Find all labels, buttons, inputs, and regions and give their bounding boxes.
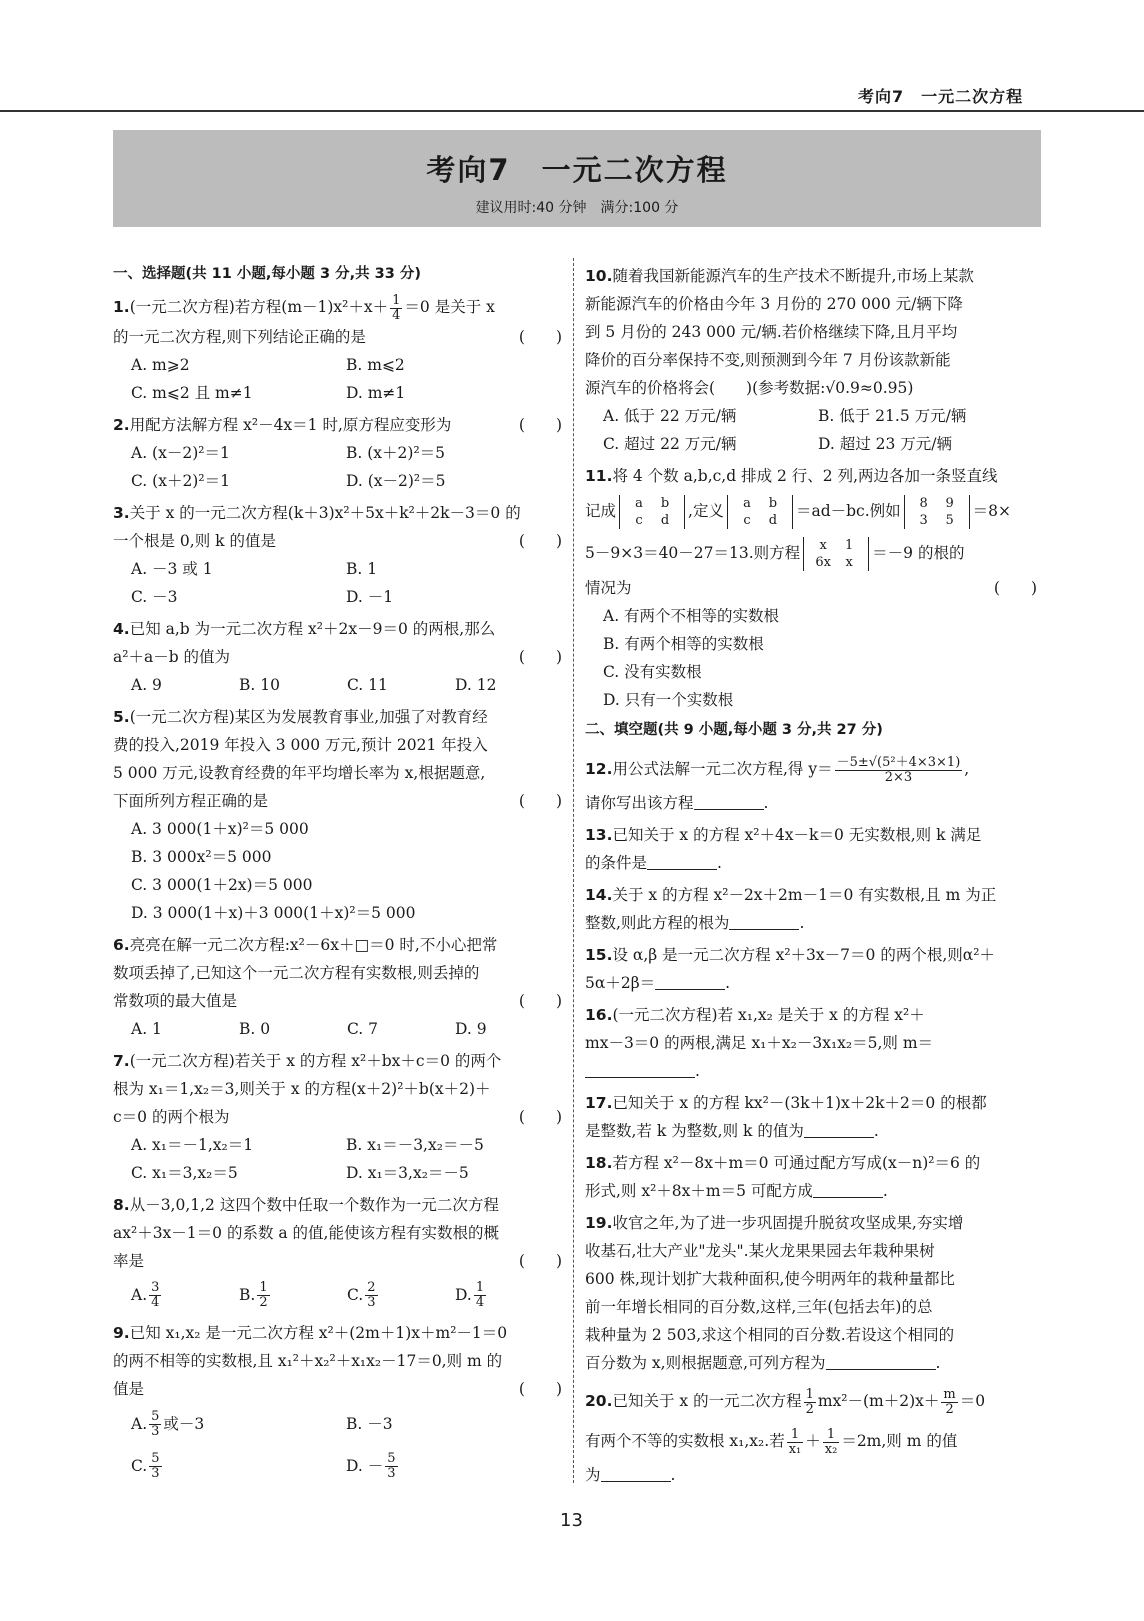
option-d: D. m≠1 bbox=[346, 383, 406, 402]
question-number: 15. bbox=[585, 946, 613, 964]
period: . bbox=[717, 854, 722, 872]
period: . bbox=[873, 1122, 879, 1140]
title-band bbox=[113, 130, 1041, 227]
option-label: A. bbox=[131, 1285, 148, 1304]
fraction bbox=[149, 1281, 161, 1310]
numerator: －5±√(5²＋4×3×1) bbox=[836, 754, 961, 770]
denominator: 3 bbox=[367, 1295, 376, 1310]
option-a: A. 3 000(1＋x)²＝5 000 bbox=[131, 819, 309, 838]
question-number: 20. bbox=[585, 1392, 613, 1410]
question-text: 栽种量为 2 503,求这个相同的百分数.若设这个相同的 bbox=[585, 1326, 955, 1344]
option-label: C. bbox=[131, 1456, 148, 1475]
option-b: B. x₁＝－3,x₂＝－5 bbox=[346, 1135, 484, 1154]
question-text: 5－9×3＝40－27＝13.则方程 bbox=[585, 544, 801, 562]
question-text: ax²＋3x－1＝0 的系数 a 的值,能使该方程有实数根的概 bbox=[113, 1223, 499, 1242]
question-text: 用公式法解一元二次方程,得 y＝ bbox=[612, 760, 833, 778]
option-d: D. 3 000(1＋x)＋3 000(1＋x)²＝5 000 bbox=[131, 903, 416, 922]
question-4 bbox=[113, 615, 568, 699]
question-14 bbox=[585, 881, 1043, 937]
period: . bbox=[882, 1182, 888, 1200]
option-b: B. 有两个相等的实数根 bbox=[603, 635, 764, 653]
matrix-cell: a bbox=[743, 496, 751, 511]
question-text: 已知关于 x 的方程 kx²－(3k＋1)x＋2k＋2＝0 的根都 bbox=[612, 1094, 987, 1112]
question-number: 8. bbox=[113, 1195, 130, 1214]
question-9 bbox=[113, 1319, 568, 1487]
denominator: 3 bbox=[151, 1424, 160, 1439]
question-text: 关于 x 的一元二次方程(k＋3)x²＋5x＋k²＋2k－3＝0 的 bbox=[129, 503, 521, 522]
numerator: 2 bbox=[367, 1280, 376, 1295]
denominator: 3 bbox=[151, 1466, 160, 1481]
determinant bbox=[904, 495, 970, 529]
answer-paren: ( ) bbox=[518, 531, 562, 550]
answer-blank[interactable] bbox=[826, 1353, 936, 1370]
option-b: B. 10 bbox=[239, 675, 280, 694]
denominator: x₂ bbox=[824, 1441, 838, 1457]
question-text: , bbox=[964, 760, 970, 778]
option-c: C. 11 bbox=[347, 675, 388, 694]
question-number: 6. bbox=[113, 935, 130, 954]
option-a: A. (x－2)²＝1 bbox=[131, 443, 230, 462]
option-c bbox=[131, 1445, 346, 1487]
fraction bbox=[804, 1388, 816, 1417]
determinant bbox=[727, 495, 793, 529]
period: . bbox=[670, 1466, 676, 1484]
question-19 bbox=[585, 1209, 1043, 1377]
fraction bbox=[365, 1281, 377, 1310]
numerator: 3 bbox=[151, 1280, 160, 1295]
option-a: A. x₁＝－1,x₂＝1 bbox=[131, 1135, 254, 1154]
numerator: 1 bbox=[259, 1280, 268, 1295]
question-8 bbox=[113, 1191, 568, 1315]
question-6 bbox=[113, 931, 568, 1043]
question-text: 5α＋2β＝ bbox=[585, 974, 656, 992]
question-text: mx²－(m＋2)x＋ bbox=[817, 1392, 940, 1410]
left-column bbox=[113, 262, 568, 1491]
answer-blank[interactable] bbox=[694, 793, 764, 810]
question-text: 源汽车的价格将会( )(参考数据:√0.9≈0.95) bbox=[585, 379, 914, 397]
column-divider bbox=[573, 258, 574, 1483]
option-label: C. bbox=[347, 1285, 364, 1304]
question-1 bbox=[113, 293, 568, 407]
option-label: D. bbox=[455, 1285, 472, 1304]
question-text: a²＋a－b 的值为 bbox=[113, 647, 231, 666]
numerator: 1 bbox=[805, 1386, 814, 1402]
question-text: 到 5 月份的 243 000 元/辆.若价格继续下降,且月平均 bbox=[585, 323, 958, 341]
question-text: 新能源汽车的价格由今年 3 月份的 270 000 元/辆下降 bbox=[585, 295, 963, 313]
matrix-cell: c bbox=[743, 513, 751, 528]
question-text: (一元二次方程)若方程(m－1)x²＋x＋ bbox=[129, 298, 389, 316]
page-subtitle: 建议用时:40 分钟 满分:100 分 bbox=[475, 200, 679, 216]
numerator: 1 bbox=[787, 1428, 804, 1443]
option-c: C. 超过 22 万元/辆 bbox=[603, 435, 737, 453]
matrix-cell: b bbox=[768, 496, 778, 511]
question-text: 数项丢掉了,已知这个一元二次方程有实数根,则丢掉的 bbox=[113, 963, 480, 982]
question-text: 亮亮在解一元二次方程:x²－6x＋□＝0 时,不小心把常 bbox=[129, 935, 498, 954]
right-column bbox=[585, 262, 1043, 1493]
question-text: 为 bbox=[585, 1466, 601, 1484]
answer-paren: ( ) bbox=[518, 791, 562, 810]
question-number: 1. bbox=[113, 298, 130, 316]
option-a bbox=[131, 1403, 346, 1445]
section-heading: 一、选择题(共 11 小题,每小题 3 分,共 33 分) bbox=[113, 266, 422, 282]
question-text: mx－3＝0 的两根,满足 x₁＋x₂－3x₁x₂＝5,则 m＝ bbox=[585, 1034, 934, 1052]
question-text: 形式,则 x²＋8x＋m＝5 可配方成 bbox=[585, 1182, 813, 1200]
question-text: 随着我国新能源汽车的生产技术不断提升,市场上某款 bbox=[612, 267, 974, 285]
question-number: 9. bbox=[113, 1323, 130, 1342]
period: . bbox=[695, 1062, 700, 1080]
question-number: 3. bbox=[113, 503, 130, 522]
matrix-cell: 3 bbox=[919, 513, 928, 528]
question-text: 的一元二次方程,则下列结论正确的是 bbox=[113, 327, 366, 346]
numerator: 1 bbox=[392, 292, 401, 308]
fraction bbox=[385, 1452, 397, 1481]
question-text: 值是 bbox=[113, 1379, 145, 1398]
question-text: 下面所列方程正确的是 bbox=[113, 791, 269, 810]
matrix-cell: b bbox=[660, 496, 670, 511]
option-a bbox=[131, 1275, 239, 1315]
answer-blank[interactable] bbox=[655, 973, 725, 990]
matrix-cell: d bbox=[768, 513, 778, 528]
answer-blank[interactable] bbox=[601, 1465, 671, 1482]
matrix-cell: x bbox=[819, 538, 827, 553]
question-text: ＝ad－bc.例如 bbox=[795, 502, 901, 520]
option-d: D. 只有一个实数根 bbox=[603, 691, 734, 709]
question-text: 有两个不等的实数根 x₁,x₂.若 bbox=[585, 1432, 785, 1450]
question-text: ＝0 bbox=[959, 1392, 986, 1410]
fraction bbox=[787, 1428, 804, 1457]
running-head: 考向7 一元二次方程 bbox=[858, 87, 1024, 106]
matrix-cell: 1 bbox=[845, 538, 854, 553]
question-20 bbox=[585, 1381, 1043, 1489]
numerator: 1 bbox=[823, 1428, 840, 1443]
question-number: 14. bbox=[585, 886, 613, 904]
question-text: (一元二次方程)某区为发展教育事业,加强了对教育经 bbox=[129, 707, 488, 726]
option-c: C. (x＋2)²＝1 bbox=[131, 471, 230, 490]
option-d: D. －1 bbox=[346, 587, 394, 606]
question-text: 将 4 个数 a,b,c,d 排成 2 行、2 列,两边各加一条竖直线 bbox=[612, 467, 998, 485]
period: . bbox=[935, 1354, 941, 1372]
question-number: 12. bbox=[585, 760, 613, 778]
section-heading: 二、填空题(共 9 小题,每小题 3 分,共 27 分) bbox=[585, 722, 883, 738]
page-number: 13 bbox=[560, 1510, 583, 1531]
answer-blank[interactable] bbox=[647, 853, 717, 870]
question-12 bbox=[585, 749, 1043, 817]
question-text: 是整数,若 k 为整数,则 k 的值为 bbox=[585, 1122, 804, 1140]
denominator: 4 bbox=[392, 307, 401, 323]
answer-blank[interactable] bbox=[813, 1181, 883, 1198]
question-text: 率是 bbox=[113, 1251, 145, 1270]
answer-paren: ( ) bbox=[518, 991, 562, 1010]
option-a: A. 有两个不相等的实数根 bbox=[603, 607, 780, 625]
question-number: 18. bbox=[585, 1154, 613, 1172]
option-d: D. (x－2)²＝5 bbox=[346, 471, 446, 490]
period: . bbox=[763, 794, 769, 812]
question-text: 设 α,β 是一元二次方程 x²＋3x－7＝0 的两个根,则α²＋ bbox=[612, 946, 995, 964]
numerator: 5 bbox=[387, 1451, 396, 1466]
question-text: 根为 x₁＝1,x₂＝3,则关于 x 的方程(x＋2)²＋b(x＋2)＋ bbox=[113, 1079, 491, 1098]
question-text: 整数,则此方程的根为 bbox=[585, 914, 730, 932]
question-text: (一元二次方程)若 x₁,x₂ 是关于 x 的方程 x²＋ bbox=[612, 1006, 925, 1024]
question-number: 7. bbox=[113, 1051, 130, 1070]
question-text: 已知关于 x 的方程 x²＋4x－k＝0 无实数根,则 k 满足 bbox=[612, 826, 982, 844]
question-number: 19. bbox=[585, 1214, 613, 1232]
question-number: 17. bbox=[585, 1094, 613, 1112]
option-label: A. bbox=[131, 1414, 148, 1433]
denominator: x₁ bbox=[788, 1441, 802, 1457]
question-text: 降价的百分率保持不变,则预测到今年 7 月份该款新能 bbox=[585, 351, 951, 369]
answer-paren: ( ) bbox=[518, 327, 562, 346]
question-text: ＝2m,则 m 的值 bbox=[841, 1432, 958, 1450]
option-a: A. －3 或 1 bbox=[131, 559, 213, 578]
question-text: 的条件是 bbox=[585, 854, 648, 872]
fraction bbox=[149, 1410, 161, 1439]
question-text: 请你写出该方程 bbox=[585, 794, 694, 812]
question-text: (一元二次方程)若关于 x 的方程 x²＋bx＋c＝0 的两个 bbox=[129, 1051, 502, 1070]
question-text: 用配方法解方程 x²－4x＝1 时,原方程应变形为 bbox=[129, 415, 452, 434]
answer-paren: ( ) bbox=[518, 1379, 562, 1398]
option-a: A. 9 bbox=[131, 675, 162, 694]
header-rule bbox=[0, 110, 1144, 112]
fraction bbox=[257, 1281, 269, 1310]
determinant bbox=[619, 495, 685, 529]
fraction bbox=[390, 294, 402, 323]
option-label: B. bbox=[239, 1285, 256, 1304]
question-text: ＝8× bbox=[972, 502, 1012, 520]
option-b: B. 低于 21.5 万元/辆 bbox=[818, 407, 967, 425]
fraction bbox=[823, 1428, 840, 1457]
fraction bbox=[474, 1281, 486, 1310]
option-c bbox=[347, 1275, 455, 1315]
option-d: D. x₁＝3,x₂＝－5 bbox=[346, 1163, 469, 1182]
question-number: 11. bbox=[585, 467, 613, 485]
answer-paren: ( ) bbox=[518, 1251, 562, 1270]
answer-blank[interactable] bbox=[585, 1061, 695, 1078]
denominator: 3 bbox=[387, 1466, 396, 1481]
question-text: c＝0 的两个根为 bbox=[113, 1107, 230, 1126]
option-d: D. 9 bbox=[455, 1019, 487, 1038]
denominator: 2 bbox=[259, 1295, 268, 1310]
question-text: ＝0 是关于 x bbox=[404, 298, 495, 316]
question-text: 的两不相等的实数根,且 x₁²＋x₂²＋x₁x₂－17＝0,则 m 的 bbox=[113, 1351, 503, 1370]
option-a: A. m⩾2 bbox=[131, 355, 190, 374]
option-c: C. 7 bbox=[347, 1019, 379, 1038]
option-d bbox=[346, 1445, 561, 1487]
question-7 bbox=[113, 1047, 568, 1187]
denominator: 4 bbox=[151, 1295, 160, 1310]
option-b: B. 0 bbox=[239, 1019, 271, 1038]
question-text: 记成 bbox=[585, 502, 617, 520]
matrix-cell: c bbox=[635, 513, 643, 528]
answer-paren: ( ) bbox=[518, 415, 562, 434]
question-text: 已知 a,b 为一元二次方程 x²＋2x－9＝0 的两根,那么 bbox=[129, 619, 496, 638]
question-text: 费的投入,2019 年投入 3 000 万元,预计 2021 年投入 bbox=[113, 735, 488, 754]
question-text: 已知关于 x 的一元二次方程 bbox=[612, 1392, 802, 1410]
fraction bbox=[149, 1452, 161, 1481]
option-b: B. m⩽2 bbox=[346, 355, 405, 374]
answer-paren: ( ) bbox=[518, 647, 562, 666]
numerator: m bbox=[943, 1386, 956, 1402]
question-13 bbox=[585, 821, 1043, 877]
question-number: 13. bbox=[585, 826, 613, 844]
question-text: 前一年增长相同的百分数,这样,三年(包括去年)的总 bbox=[585, 1298, 933, 1316]
question-text: 从－3,0,1,2 这四个数中任取一个数作为一元二次方程 bbox=[129, 1195, 499, 1214]
period: . bbox=[725, 974, 731, 992]
denominator: 4 bbox=[475, 1295, 485, 1310]
page-title: 考向7 一元二次方程 bbox=[426, 153, 728, 187]
matrix-cell: x bbox=[845, 555, 853, 570]
matrix-cell: d bbox=[660, 513, 670, 528]
question-text: 600 株,现计划扩大栽种面积,使今明两年的栽种量都比 bbox=[585, 1270, 955, 1288]
question-text: 常数项的最大值是 bbox=[113, 991, 238, 1010]
option-label: D. － bbox=[346, 1456, 384, 1475]
option-c: C. x₁＝3,x₂＝5 bbox=[131, 1163, 238, 1182]
option-c: C. －3 bbox=[131, 587, 178, 606]
option-b bbox=[239, 1275, 347, 1315]
denominator: 2 bbox=[805, 1401, 814, 1417]
determinant bbox=[803, 537, 869, 571]
question-text: 收官之年,为了进一步巩固提升脱贫攻坚成果,夯实增 bbox=[612, 1214, 964, 1232]
numerator: 5 bbox=[151, 1451, 160, 1466]
fraction bbox=[835, 756, 963, 785]
option-c: C. 3 000(1＋2x)＝5 000 bbox=[131, 875, 313, 894]
question-text: 5 000 万元,设教育经费的年平均增长率为 x,根据题意, bbox=[113, 763, 486, 782]
option-b: B. －3 bbox=[346, 1414, 393, 1433]
question-number: 2. bbox=[113, 415, 130, 434]
option-b: B. 1 bbox=[346, 559, 378, 578]
option-text: 或－3 bbox=[163, 1414, 205, 1433]
question-text: 百分数为 x,则根据题意,可列方程为 bbox=[585, 1354, 826, 1372]
question-17 bbox=[585, 1089, 1043, 1145]
answer-blank[interactable] bbox=[729, 913, 799, 930]
question-5 bbox=[113, 703, 568, 927]
matrix-cell: 5 bbox=[945, 513, 954, 528]
option-d: D. 12 bbox=[455, 675, 497, 694]
question-number: 16. bbox=[585, 1006, 613, 1024]
numerator: 5 bbox=[151, 1409, 160, 1424]
question-18 bbox=[585, 1149, 1043, 1205]
question-text: ＋ bbox=[805, 1432, 821, 1450]
denominator: 2×3 bbox=[884, 769, 913, 785]
option-a: A. 1 bbox=[131, 1019, 162, 1038]
question-2 bbox=[113, 411, 568, 495]
option-b: B. 3 000x²＝5 000 bbox=[131, 847, 272, 866]
question-text: ＝－9 的根的 bbox=[872, 544, 965, 562]
matrix-cell: 8 bbox=[919, 496, 928, 511]
numerator: 1 bbox=[475, 1280, 485, 1295]
question-16 bbox=[585, 1001, 1043, 1085]
answer-paren: ( ) bbox=[518, 1107, 562, 1126]
question-text: 情况为 bbox=[585, 579, 632, 597]
question-text: 已知 x₁,x₂ 是一元二次方程 x²＋(2m＋1)x＋m²－1＝0 bbox=[129, 1323, 508, 1342]
denominator: 2 bbox=[945, 1401, 954, 1417]
option-d: D. 超过 23 万元/辆 bbox=[818, 435, 953, 453]
question-text: ,定义 bbox=[688, 502, 724, 520]
question-text: 若方程 x²－8x＋m＝0 可通过配方写成(x－n)²＝6 的 bbox=[612, 1154, 981, 1172]
period: . bbox=[799, 914, 805, 932]
matrix-cell: 6x bbox=[815, 555, 831, 570]
question-text: 收基石,壮大产业"龙头".某火龙果果园去年栽种果树 bbox=[585, 1242, 935, 1260]
question-number: 4. bbox=[113, 619, 130, 638]
option-a: A. 低于 22 万元/辆 bbox=[603, 407, 737, 425]
question-text: 一个根是 0,则 k 的值是 bbox=[113, 531, 276, 550]
matrix-cell: a bbox=[635, 496, 643, 511]
answer-blank[interactable] bbox=[804, 1121, 874, 1138]
answer-paren: ( ) bbox=[993, 579, 1037, 597]
question-15 bbox=[585, 941, 1043, 997]
option-c: C. 没有实数根 bbox=[603, 663, 702, 681]
question-number: 10. bbox=[585, 267, 613, 285]
question-10 bbox=[585, 262, 1043, 458]
option-b: B. (x＋2)²＝5 bbox=[346, 443, 446, 462]
question-text: 关于 x 的方程 x²－2x＋2m－1＝0 有实数根,且 m 为正 bbox=[612, 886, 997, 904]
option-d bbox=[455, 1275, 563, 1315]
question-3 bbox=[113, 499, 568, 611]
option-c: C. m⩽2 且 m≠1 bbox=[131, 383, 253, 402]
fraction bbox=[941, 1388, 957, 1417]
matrix-cell: 9 bbox=[945, 496, 954, 511]
question-number: 5. bbox=[113, 707, 130, 726]
question-11 bbox=[585, 462, 1043, 714]
